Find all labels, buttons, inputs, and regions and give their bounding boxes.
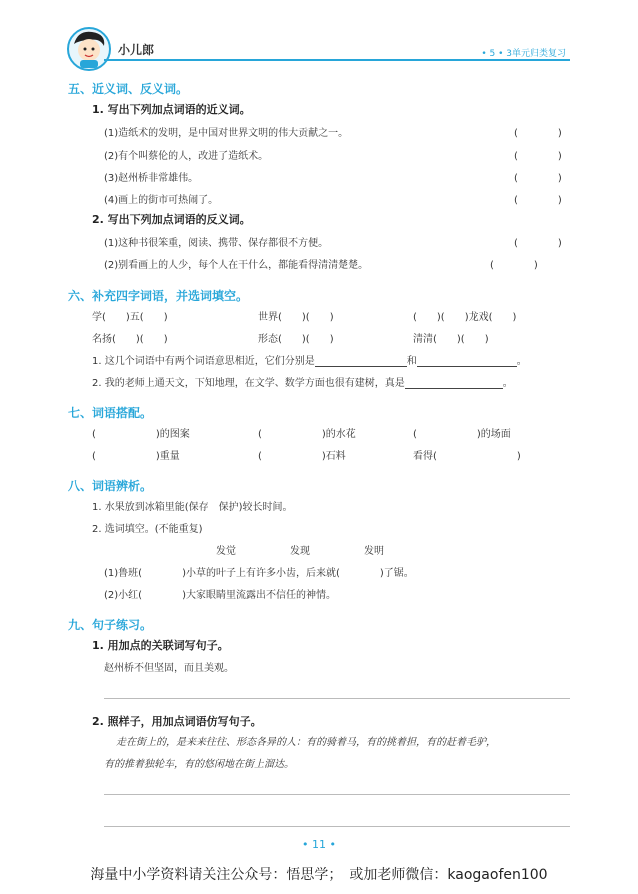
- section-6-title: 六、补充四字词语，并选词填空。: [68, 289, 249, 303]
- answer-blank[interactable]: ( ): [514, 238, 562, 249]
- s5-q1: 1. 写出下列加点词语的近义词。: [92, 103, 251, 116]
- idiom-blank[interactable]: 清清( )( ): [413, 334, 489, 345]
- s8-item[interactable]: (2)小红( )大家眼睛里流露出不信任的神情。: [104, 590, 336, 601]
- answer-line[interactable]: [405, 378, 503, 389]
- s5-q1-item: (2)有个叫蔡伦的人，改进了造纸术。: [104, 151, 269, 162]
- collocation-blank[interactable]: ( )石料: [258, 451, 346, 462]
- s9-q2: 2. 照样子，用加点词语仿写句子。: [92, 715, 262, 728]
- brand-title: 小儿郎: [118, 43, 155, 57]
- s5-q2: 2. 写出下列加点词语的反义词。: [92, 213, 251, 226]
- section-5-title: 五、近义词、反义词。: [68, 82, 189, 96]
- section-9-title: 九、句子练习。: [68, 618, 153, 632]
- s5-q2-item: (1)这种书很笨重，阅读、携带、保存都很不方便。: [104, 238, 329, 249]
- idiom-blank[interactable]: 世界( )( ): [258, 312, 334, 323]
- s6-q1: [92, 352, 527, 367]
- page-number: • 11 •: [302, 838, 336, 851]
- collocation-blank[interactable]: ( )重量: [92, 451, 180, 462]
- idiom-blank[interactable]: 形态( )( ): [258, 334, 334, 345]
- writing-line[interactable]: [104, 794, 570, 795]
- writing-line[interactable]: [104, 698, 570, 699]
- answer-line[interactable]: [417, 356, 517, 367]
- idiom-blank[interactable]: 学( )五( ): [92, 312, 168, 323]
- s6-q2-end: 。: [502, 378, 513, 389]
- s9-q1-example: 赵州桥不但坚固，而且美观。: [104, 663, 234, 674]
- mascot-logo: [66, 26, 112, 72]
- s9-q1: 1. 用加点的关联词写句子。: [92, 639, 229, 652]
- writing-line[interactable]: [104, 826, 570, 827]
- s8-q1[interactable]: 1. 水果放到冰箱里能(保存 保护)较长时间。: [92, 502, 293, 513]
- idiom-blank[interactable]: ( )( )龙戏( ): [413, 312, 517, 323]
- s5-q2-item: (2)别看画上的人少，每个人在干什么，都能看得清清楚楚。: [104, 260, 369, 271]
- collocation-blank[interactable]: ( )的水花: [258, 429, 356, 440]
- answer-blank[interactable]: ( ): [514, 195, 562, 206]
- s5-q1-item: (4)画上的街市可热闹了。: [104, 195, 219, 206]
- answer-blank[interactable]: ( ): [514, 173, 562, 184]
- collocation-blank[interactable]: ( )的场面: [413, 429, 511, 440]
- collocation-blank[interactable]: 看得( ): [413, 451, 521, 462]
- word-choice: 发明: [364, 546, 384, 557]
- s8-item[interactable]: (1)鲁班( )小草的叶子上有许多小齿，后来就( )了锯。: [104, 568, 414, 579]
- s9-q2-example: 有的推着独轮车，有的悠闲地在街上溜达。: [104, 759, 294, 770]
- collocation-blank[interactable]: ( )的图案: [92, 429, 190, 440]
- word-choice: 发现: [290, 546, 310, 557]
- answer-blank[interactable]: ( ): [514, 151, 562, 162]
- s5-q1-item: (1)造纸术的发明，是中国对世界文明的伟大贡献之一。: [104, 128, 349, 139]
- section-7-title: 七、词语搭配。: [68, 406, 153, 420]
- word-choice: 发觉: [216, 546, 236, 557]
- header-rule: [104, 59, 570, 61]
- answer-line[interactable]: [315, 356, 407, 367]
- series-label: • 5 • 3单元归类复习: [481, 49, 566, 59]
- answer-blank[interactable]: ( ): [514, 128, 562, 139]
- idiom-blank[interactable]: 名扬( )( ): [92, 334, 168, 345]
- s8-q2: 2. 选词填空。(不能重复): [92, 524, 203, 535]
- s5-q1-item: (3)赵州桥非常雄伟。: [104, 173, 199, 184]
- footer-notice: 海量中小学资料请关注公众号：悟思学； 或加老师微信：kaogaofen100: [90, 867, 548, 883]
- s6-q1-text: 1. 这几个词语中有两个词语意思相近，它们分别是: [92, 356, 315, 367]
- section-8-title: 八、词语辨析。: [68, 479, 153, 493]
- s6-q1-mid: 和: [406, 356, 417, 367]
- s6-q1-end: 。: [516, 356, 527, 367]
- answer-blank[interactable]: ( ): [490, 260, 538, 271]
- s6-q2-text: 2. 我的老师上通天文，下知地理，在文学、数学方面也很有建树，真是: [92, 378, 405, 389]
- s9-q2-example: 走在街上的，是来来往往、形态各异的人：有的骑着马，有的挑着担，有的赶着毛驴，: [116, 737, 496, 748]
- s6-q2: [92, 374, 513, 389]
